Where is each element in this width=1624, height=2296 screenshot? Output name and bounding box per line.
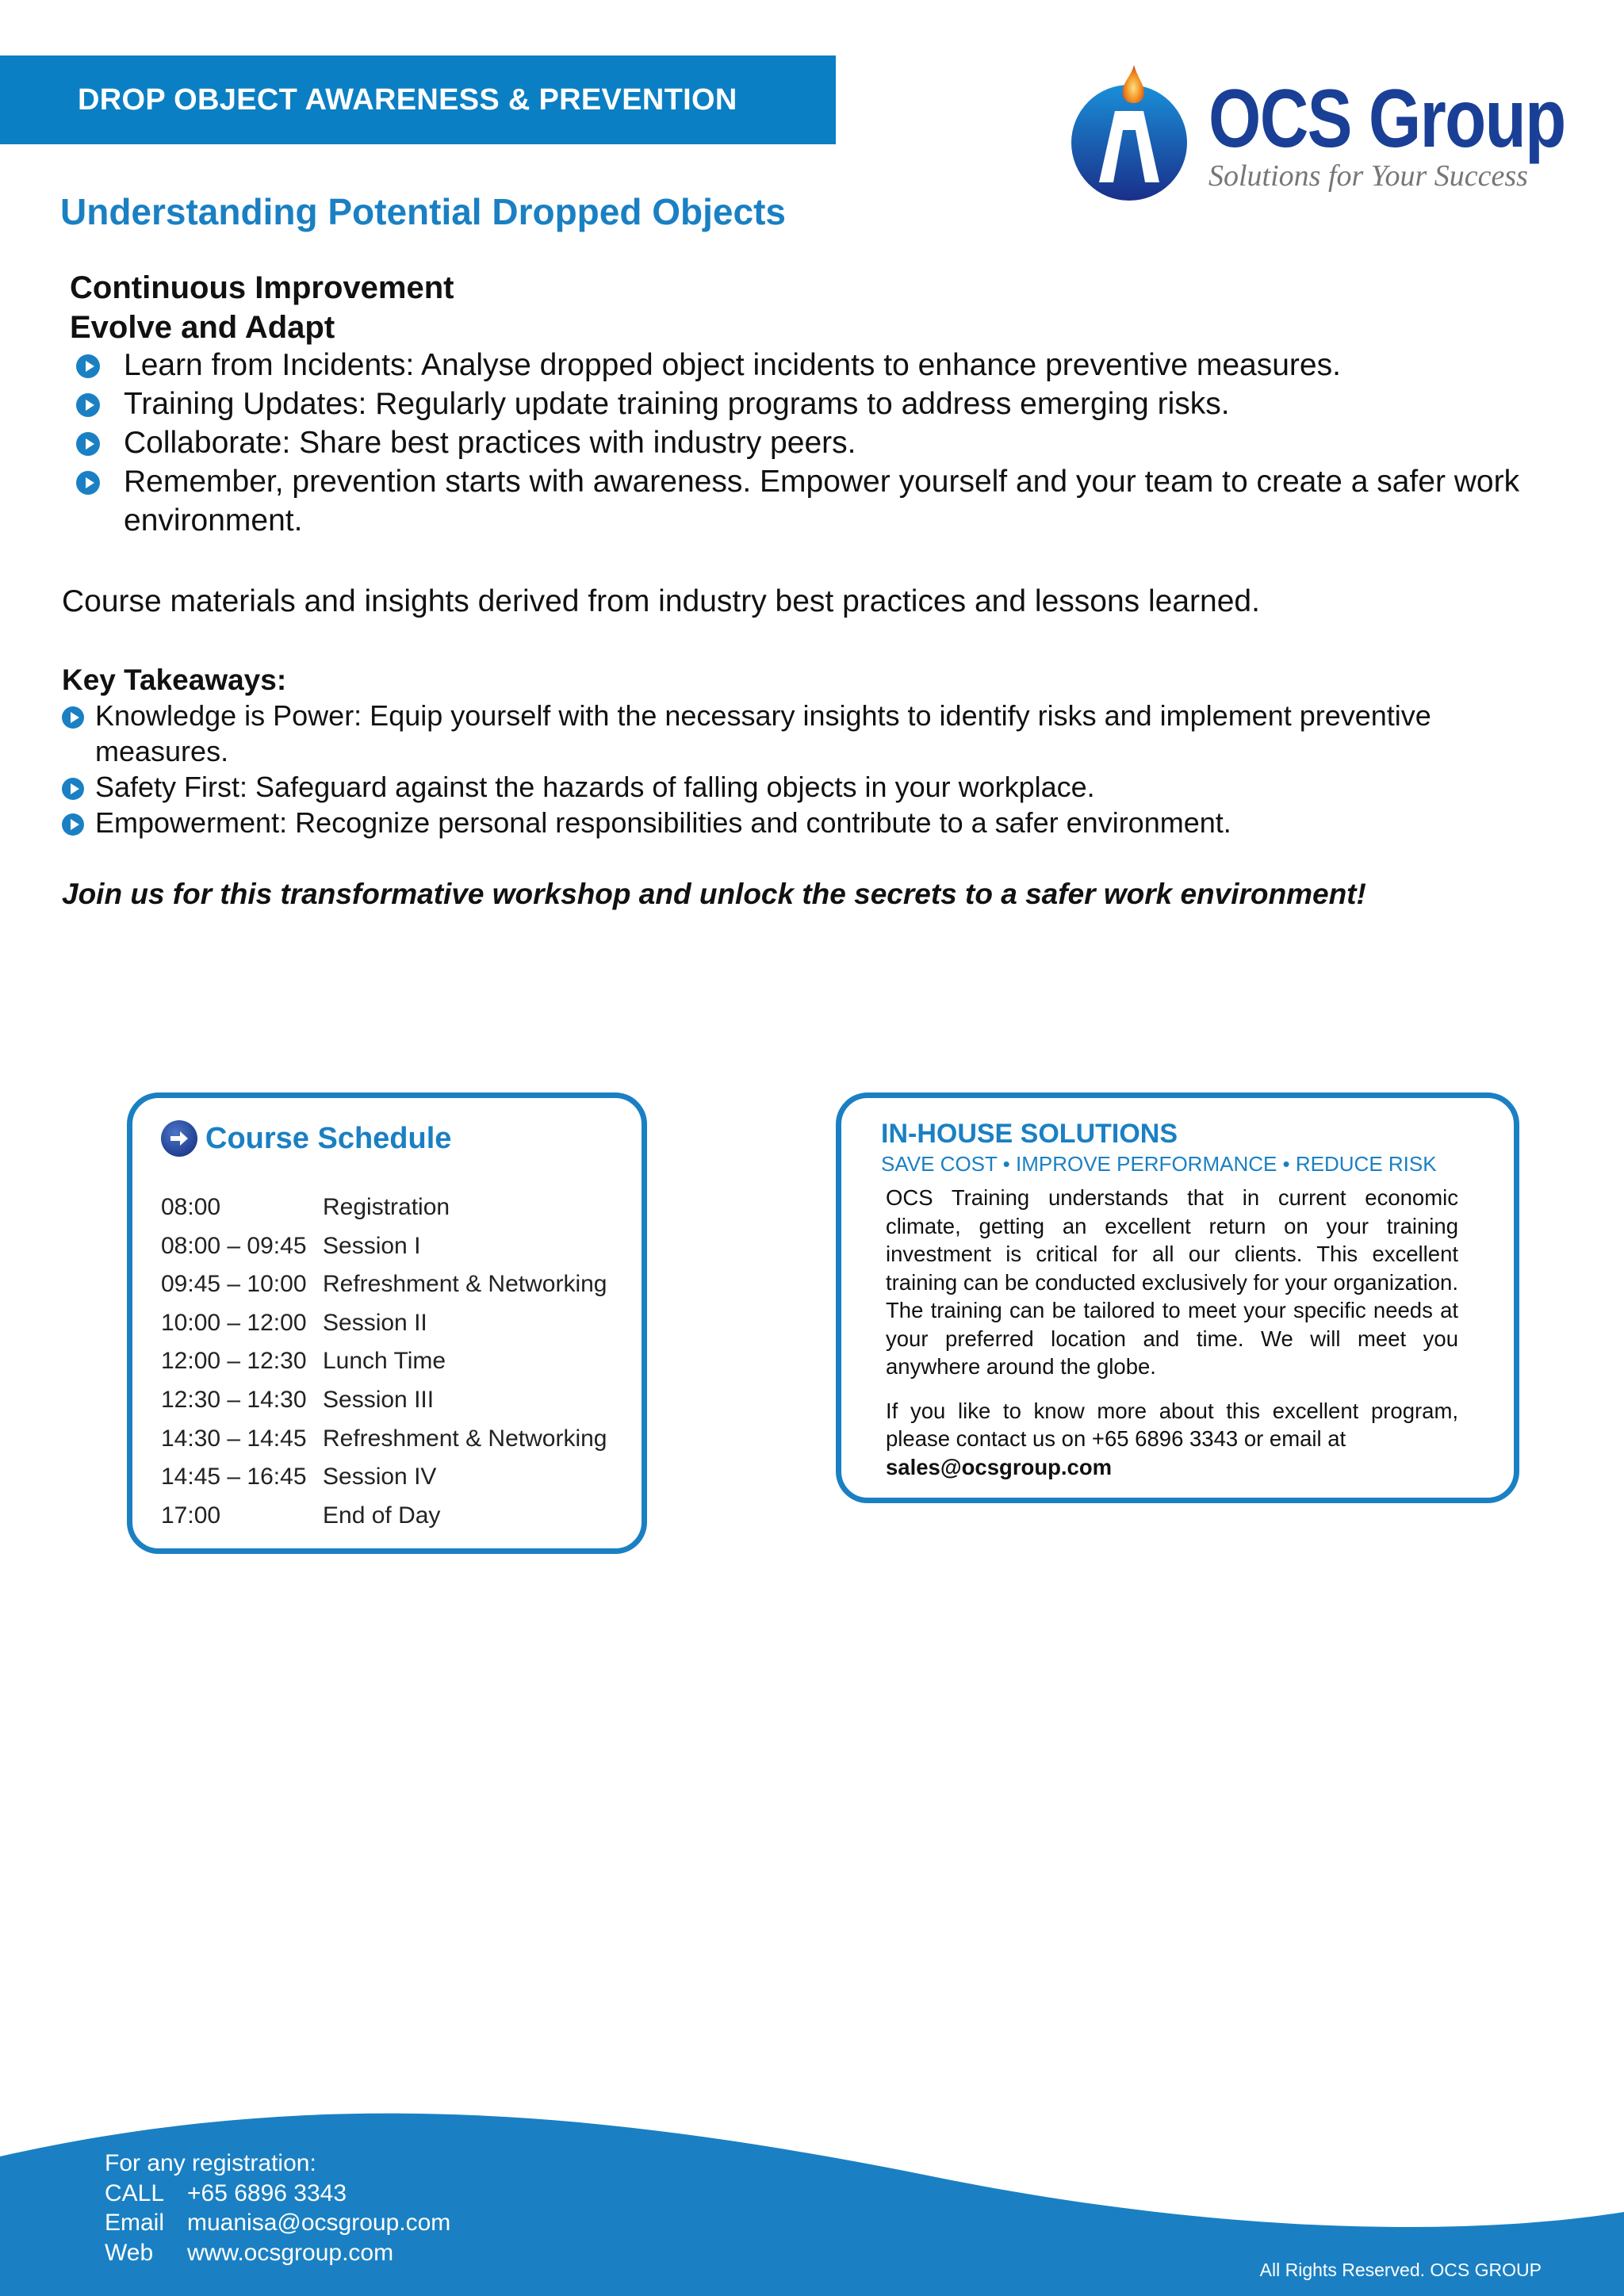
solutions-body (886, 1184, 1458, 1481)
call-to-action: Join us for this transformative workshop and unlock the secrets to a safer work environment! (62, 878, 1366, 910)
footer-web-link[interactable]: www.ocsgroup.com (187, 2239, 394, 2266)
bullet-arrow-icon (76, 471, 100, 495)
schedule-header (161, 1120, 451, 1157)
bullet-arrow-icon (62, 706, 84, 729)
banner-title: DROP OBJECT AWARENESS & PREVENTION (78, 82, 737, 117)
table-row: 14:30 – 14:45 Refreshment & Networking (161, 1425, 607, 1452)
solutions-subtitle: SAVE COST • IMPROVE PERFORMANCE • REDUCE RISK (881, 1152, 1437, 1176)
page-title: Understanding Potential Dropped Objects (60, 191, 786, 232)
materials-text: Course materials and insights derived from industry best practices and lessons learned. (62, 584, 1260, 618)
table-row: 12:00 – 12:30 Lunch Time (161, 1348, 446, 1375)
logo-tagline: Solutions for Your Success (1208, 159, 1528, 193)
bullet-arrow-icon (76, 354, 100, 378)
list-item: Training Updates: Regularly update training programs to address emerging risks. (76, 385, 1551, 423)
sales-email-link[interactable]: sales@ocsgroup.com (886, 1454, 1113, 1479)
table-row: 09:45 – 10:00 Refreshment & Networking (161, 1271, 607, 1298)
footer-web-row: Web www.ocsgroup.com (105, 2238, 450, 2268)
table-row: 08:00 – 09:45 Session I (161, 1232, 421, 1259)
list-item: Empowerment: Recognize personal responsibilities and contribute to a safer environment. (62, 805, 1553, 840)
solutions-contact: If you like to know more about this excellent program, please contact us on +65 6896 3343 or email at sales@ocsgroup.com (886, 1398, 1458, 1479)
section-heading-1: Continuous Improvement (70, 270, 454, 305)
list-item: Remember, prevention starts with awareness. Empower yourself and your team to create a safer work environment. (76, 462, 1551, 540)
schedule-title: Course Schedule (205, 1121, 452, 1155)
ocs-logo (1069, 63, 1565, 202)
table-row: 08:00 Registration (161, 1194, 450, 1220)
list-item: Collaborate: Share best practices with industry peers. (76, 423, 1551, 462)
table-row: 10:00 – 12:00 Session II (161, 1309, 427, 1336)
arrow-right-icon (161, 1120, 197, 1157)
list-item: Learn from Incidents: Analyse dropped object incidents to enhance preventive measures. (76, 346, 1551, 385)
takeaways-title: Key Takeaways: (62, 664, 287, 696)
list-item: Safety First: Safeguard against the hazards of falling objects in your workplace. (62, 769, 1553, 805)
footer-call-row: CALL +65 6896 3343 (105, 2179, 450, 2209)
takeaways-list (62, 698, 1553, 840)
table-row: 17:00 End of Day (161, 1502, 441, 1529)
bullet-arrow-icon (76, 432, 100, 456)
copyright: All Rights Reserved. OCS GROUP (1259, 2260, 1542, 2280)
improvement-bullets (76, 346, 1551, 540)
in-house-solutions-box (836, 1093, 1519, 1503)
table-row: 12:30 – 14:30 Session III (161, 1386, 435, 1413)
ocs-logo-icon (1069, 63, 1189, 202)
list-item: Knowledge is Power: Equip yourself with the necessary insights to identify risks and implement preventive measures. (62, 698, 1553, 769)
solutions-title: IN-HOUSE SOLUTIONS (881, 1119, 1178, 1149)
footer-heading: For any registration: (105, 2150, 316, 2176)
schedule-table (161, 1188, 637, 1535)
logo-name: OCS Group (1208, 73, 1565, 165)
footer-phone[interactable]: +65 6896 3343 (187, 2179, 347, 2206)
footer-email-row: Email muanisa@ocsgroup.com (105, 2208, 450, 2238)
bullet-arrow-icon (76, 393, 100, 417)
improvement-section (70, 268, 1576, 347)
bullet-arrow-icon (62, 813, 84, 836)
table-row: 14:45 – 16:45 Session IV (161, 1464, 437, 1490)
course-schedule-box (127, 1093, 647, 1554)
header-banner (0, 55, 836, 144)
bullet-arrow-icon (62, 778, 84, 800)
section-heading-2: Evolve and Adapt (70, 310, 335, 345)
footer-contact (105, 2149, 450, 2267)
footer-email-link[interactable]: muanisa@ocsgroup.com (187, 2210, 451, 2236)
solutions-paragraph: OCS Training understands that in current economic climate, getting an excellent return on your training investment is critical for all our clients. This excellent training can be conducted exclusively for your organization. The training can be tailored to meet your specific needs at your preferred location and time. We will meet you anywhere around the globe. (886, 1185, 1458, 1379)
